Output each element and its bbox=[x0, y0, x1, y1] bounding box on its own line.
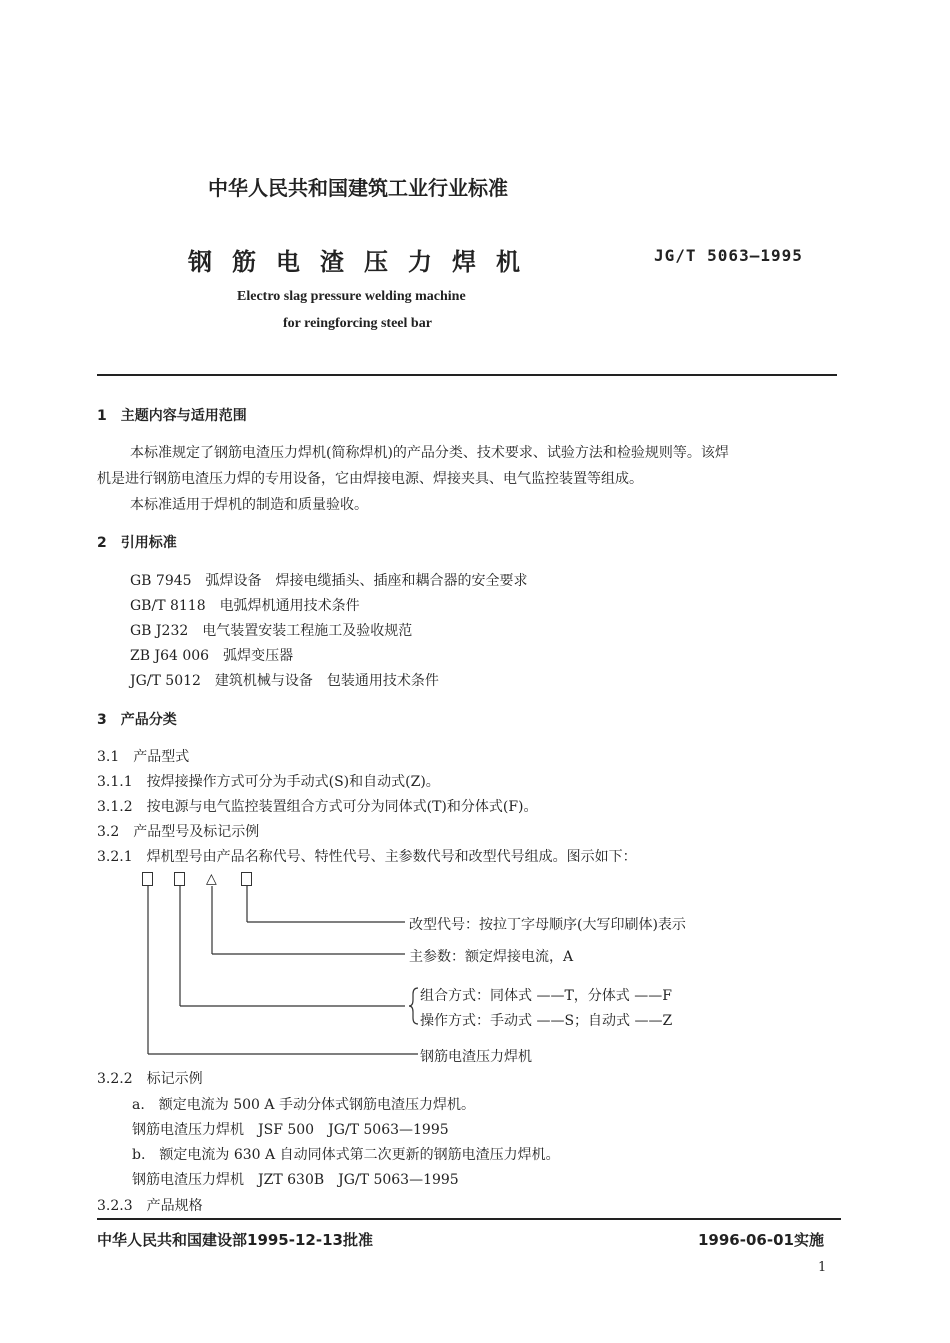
label-operation-mode: 操作方式：手动式 ——S；自动式 ——Z bbox=[420, 1013, 673, 1029]
section1-para2: 本标准适用于焊机的制造和质量验收。 bbox=[130, 497, 368, 513]
doc-code: JG/T 5063—1995 bbox=[654, 246, 803, 265]
footer-rule bbox=[97, 1218, 841, 1220]
clause-3-2-3: 3.2.3 产品规格 bbox=[97, 1198, 203, 1214]
reference-item: ZB J64 006 弧焊变压器 bbox=[130, 648, 294, 664]
section3-heading: 3 产品分类 bbox=[97, 712, 177, 728]
implementation-date: 1996-06-01实施 bbox=[698, 1231, 824, 1249]
clause-3-1-2: 3.1.2 按电源与电气监控装置组合方式可分为同体式(T)和分体式(F)。 bbox=[97, 799, 538, 815]
clause-3-1-1: 3.1.1 按焊接操作方式可分为手动式(S)和自动式(Z)。 bbox=[97, 774, 440, 790]
clause-3-1: 3.1 产品型式 bbox=[97, 749, 190, 765]
triangle-icon: △ bbox=[206, 871, 217, 887]
clause-3-2: 3.2 产品型号及标记示例 bbox=[97, 824, 260, 840]
reference-item: GB J232 电气装置安装工程施工及验收规范 bbox=[130, 623, 413, 639]
clause-3-2-1: 3.2.1 焊机型号由产品名称代号、特性代号、主参数代号和改型代号组成。图示如下： bbox=[97, 849, 637, 865]
reference-item: GB/T 8118 电弧焊机通用技术条件 bbox=[130, 598, 360, 614]
approval-text: 中华人民共和国建设部1995-12-13批准 bbox=[97, 1231, 373, 1249]
reference-item: GB 7945 弧焊设备 焊接电缆插头、插座和耦合器的安全要求 bbox=[130, 573, 528, 589]
label-main-parameter: 主参数：额定焊接电流，A bbox=[409, 949, 574, 965]
example-a-title: a. 额定电流为 500 A 手动分体式钢筋电渣压力焊机。 bbox=[132, 1097, 475, 1113]
english-title-line1: Electro slag pressure welding machine bbox=[237, 289, 466, 304]
label-product-name: 钢筋电渣压力焊机 bbox=[420, 1049, 532, 1065]
example-b-mark: 钢筋电渣压力焊机 JZT 630B JG/T 5063—1995 bbox=[132, 1172, 459, 1188]
english-title-line2: for reingforcing steel bar bbox=[283, 316, 432, 331]
section1-para1-line2: 机是进行钢筋电渣压力焊的专用设备，它由焊接电源、焊接夹具、电气监控装置等组成。 bbox=[97, 471, 643, 487]
section1-heading: 1 主题内容与适用范围 bbox=[97, 408, 247, 424]
reference-item: JG/T 5012 建筑机械与设备 包装通用技术条件 bbox=[130, 673, 439, 689]
clause-3-2-2: 3.2.2 标记示例 bbox=[97, 1071, 203, 1087]
page-number: 1 bbox=[818, 1260, 827, 1275]
standard-title: 中华人民共和国建筑工业行业标准 bbox=[208, 176, 508, 200]
example-b-title: b. 额定电流为 630 A 自动同体式第二次更新的钢筋电渣压力焊机。 bbox=[132, 1147, 560, 1163]
doc-title: 钢筋电渣压力焊机 bbox=[188, 248, 540, 276]
example-a-mark: 钢筋电渣压力焊机 JSF 500 JG/T 5063—1995 bbox=[132, 1122, 449, 1138]
label-modification-code: 改型代号：按拉丁字母顺序(大写印刷体)表示 bbox=[409, 917, 686, 933]
section1-para1-line1: 本标准规定了钢筋电渣压力焊机(简称焊机)的产品分类、技术要求、试验方法和检验规则等。该焊 bbox=[130, 445, 729, 461]
label-combination-mode: 组合方式：同体式 ——T，分体式 ——F bbox=[420, 988, 672, 1004]
section2-heading: 2 引用标准 bbox=[97, 535, 177, 551]
